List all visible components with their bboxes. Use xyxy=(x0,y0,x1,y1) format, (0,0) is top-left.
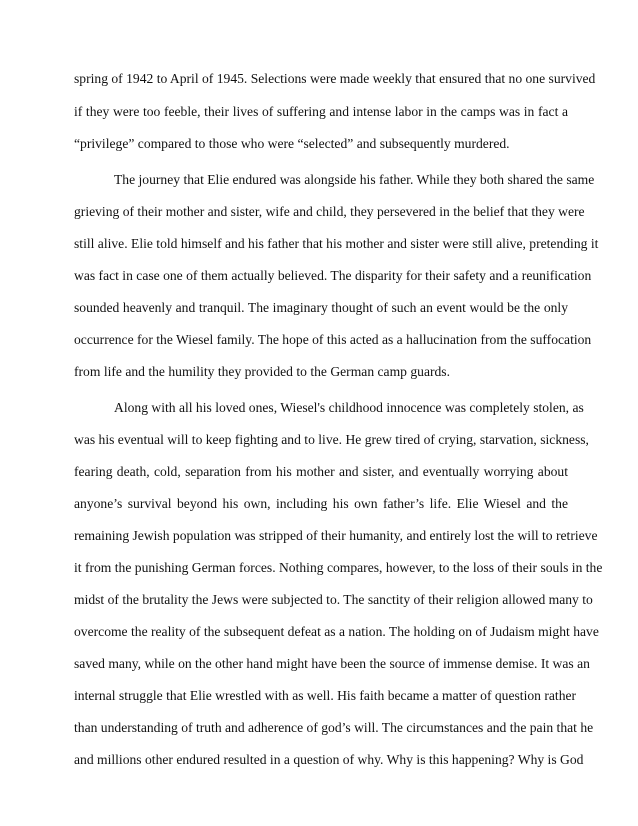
text-line: spring of 1942 to April of 1945. Selections were made weekly that ensured that no one survived xyxy=(74,71,596,86)
text-line: still alive. Elie told himself and his father that his mother and sister were still alive, pretending it xyxy=(74,236,599,251)
text-line: anyone’s survival beyond his own, including his own father’s life. Elie Wiesel and the xyxy=(74,496,568,511)
text-line: saved many, while on the other hand might have been the source of immense demise. It was an xyxy=(74,656,590,671)
text-line: sounded heavenly and tranquil. The imaginary thought of such an event would be the only xyxy=(74,300,568,315)
text-line: occurrence for the Wiesel family. The hope of this acted as a hallucination from the suffocation xyxy=(74,332,592,347)
text-line: fearing death, cold, separation from his mother and sister, and eventually worrying about xyxy=(74,464,568,479)
text-line: it from the punishing German forces. Nothing compares, however, to the loss of their souls in the xyxy=(74,560,603,575)
text-line: internal struggle that Elie wrestled with as well. His faith became a matter of question rather xyxy=(74,688,577,703)
text-line: was fact in case one of them actually believed. The disparity for their safety and a reunification xyxy=(74,268,592,283)
text-line: remaining Jewish population was stripped of their humanity, and entirely lost the will to retrieve xyxy=(74,528,598,543)
text-line: grieving of their mother and sister, wife and child, they persevered in the belief that they were xyxy=(74,204,585,219)
text-line: midst of the brutality the Jews were subjected to. The sanctity of their religion allowed many to xyxy=(74,592,593,607)
text-line: overcome the reality of the subsequent defeat as a nation. The holding on of Judaism might have xyxy=(74,624,599,639)
text-line: if they were too feeble, their lives of suffering and intense labor in the camps was in fact a xyxy=(74,104,568,119)
text-line: from life and the humility they provided to the German camp guards. xyxy=(74,364,450,379)
text-line: was his eventual will to keep fighting and to live. He grew tired of crying, starvation, sickness, xyxy=(74,432,589,447)
text-line: than understanding of truth and adherence of god’s will. The circumstances and the pain that he xyxy=(74,720,594,735)
text-line: “privilege” compared to those who were “selected” and subsequently murdered. xyxy=(74,136,510,151)
text-line: and millions other endured resulted in a question of why. Why is this happening? Why is God xyxy=(74,752,584,767)
text-line: Along with all his loved ones, Wiesel's childhood innocence was completely stolen, as xyxy=(114,400,584,415)
text-line: The journey that Elie endured was alongside his father. While they both shared the same xyxy=(114,172,595,187)
